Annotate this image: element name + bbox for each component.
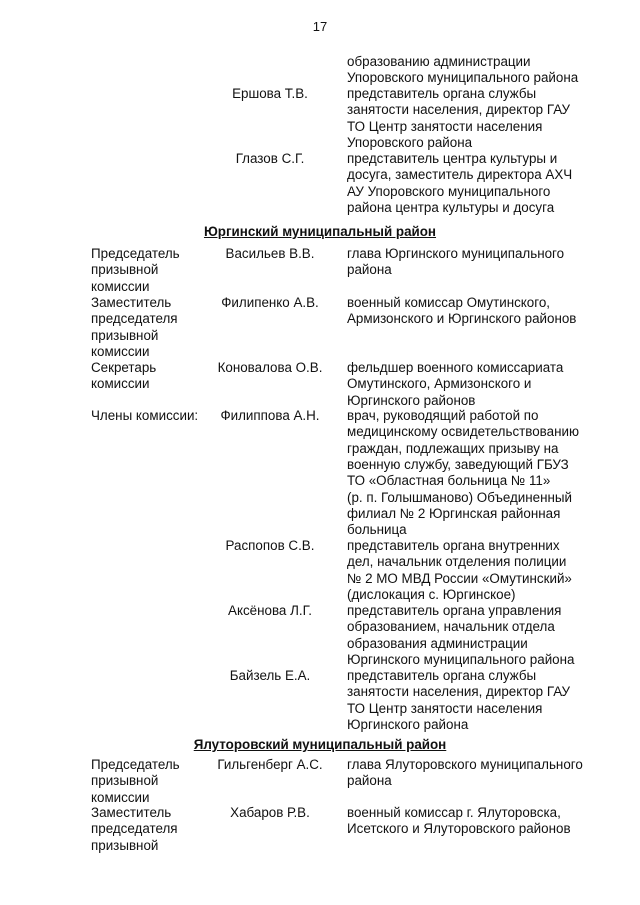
member-description: представитель центра культуры и <box>347 151 558 166</box>
member-description: фельдшер военного комиссариата <box>347 360 564 375</box>
role-label: призывной <box>91 327 159 343</box>
member-name: Хабаров Р.В. <box>230 805 310 820</box>
member-name: Ершова Т.В. <box>232 86 308 101</box>
district-heading: Ялуторовский муниципальный район <box>193 737 447 752</box>
member-description: глава Ялуторовского муниципального <box>347 757 583 772</box>
member-description: военную службу, заведующий ГБУЗ <box>347 456 569 472</box>
member-description: военный комиссар г. Ялуторовска, <box>347 805 561 820</box>
member-name: Коновалова О.В. <box>217 360 323 375</box>
role-label: председателя <box>91 311 178 327</box>
member-description: занятости населения, директор ГАУ <box>347 102 571 118</box>
member-description: дел, начальник отделения полиции <box>347 554 567 570</box>
member-description: (дислокация с. Юргинское) <box>347 586 516 602</box>
member-description: филиал № 2 Юргинская районная <box>347 505 561 521</box>
member-description: Упоровского муниципального района <box>347 70 579 86</box>
member-description: АУ Упоровского муниципального <box>347 183 551 199</box>
member-description: Исетского и Ялуторовского районов <box>347 821 571 837</box>
member-description: Упоровского района <box>347 134 473 150</box>
role-label: призывной <box>91 837 159 853</box>
role-label: Председатель <box>91 246 180 261</box>
member-description: досуга, заместитель директора АХЧ <box>347 167 573 183</box>
member-name: Филипенко А.В. <box>221 295 319 310</box>
member-description: граждан, подлежащих призыву на <box>347 440 559 456</box>
role-label: Заместитель <box>91 295 172 310</box>
role-label: комиссии <box>91 376 150 392</box>
member-description: представитель органа службы <box>347 668 537 683</box>
member-description: ТО «Областная больница № 11» <box>347 473 551 489</box>
role-label: комиссии <box>91 278 150 294</box>
member-description: представитель органа внутренних <box>347 538 560 553</box>
role-label: Члены комиссии: <box>91 408 199 423</box>
role-label: призывной <box>91 262 159 278</box>
member-name: Филиппова А.Н. <box>220 408 320 423</box>
member-description: врач, руководящий работой по <box>347 408 539 423</box>
member-name: Байзель Е.А. <box>229 668 311 683</box>
member-description: образованию администрации <box>347 54 531 69</box>
member-description: представитель органа службы <box>347 86 537 101</box>
member-name: Аксёнова Л.Г. <box>228 603 312 618</box>
member-description: больница <box>347 522 407 538</box>
member-description: района <box>347 773 392 789</box>
member-description: занятости населения, директор ГАУ <box>347 684 571 700</box>
member-description: Юргинского муниципального района <box>347 651 575 667</box>
member-description: медицинскому освидетельствованию <box>347 424 580 440</box>
role-label: комиссии <box>91 789 150 805</box>
member-description: образования администрации <box>347 635 528 651</box>
role-label: Председатель <box>91 757 180 772</box>
page-number: 17 <box>312 19 328 34</box>
role-label: председателя <box>91 821 178 837</box>
member-description: представитель органа управления <box>347 603 562 618</box>
member-description: района <box>347 262 392 278</box>
role-label: призывной <box>91 773 159 789</box>
member-name: Гильгенберг А.С. <box>217 757 323 772</box>
role-label: Секретарь <box>91 360 157 375</box>
role-label: комиссии <box>91 343 150 359</box>
member-description: ТО Центр занятости населения <box>347 118 543 134</box>
member-description: № 2 МО МВД России «Омутинский» <box>347 570 572 586</box>
member-name: Распопов С.В. <box>225 538 315 553</box>
member-description: (р. п. Голышманово) Объединенный <box>347 489 573 505</box>
member-description: ТО Центр занятости населения <box>347 700 543 716</box>
district-heading: Юргинский муниципальный район <box>203 224 437 239</box>
member-description: Армизонского и Юргинского районов <box>347 311 577 327</box>
member-description: Юргинского района <box>347 716 469 732</box>
role-label: Заместитель <box>91 805 172 820</box>
member-description: военный комиссар Омутинского, <box>347 295 551 310</box>
member-description: Юргинского районов <box>347 392 476 408</box>
member-description: Омутинского, Армизонского и <box>347 376 532 392</box>
member-name: Глазов С.Г. <box>235 151 305 166</box>
member-description: образованием, начальник отдела <box>347 619 555 635</box>
member-name: Васильев В.В. <box>225 246 315 261</box>
member-description: глава Юргинского муниципального <box>347 246 565 261</box>
member-description: района центра культуры и досуга <box>347 199 555 215</box>
